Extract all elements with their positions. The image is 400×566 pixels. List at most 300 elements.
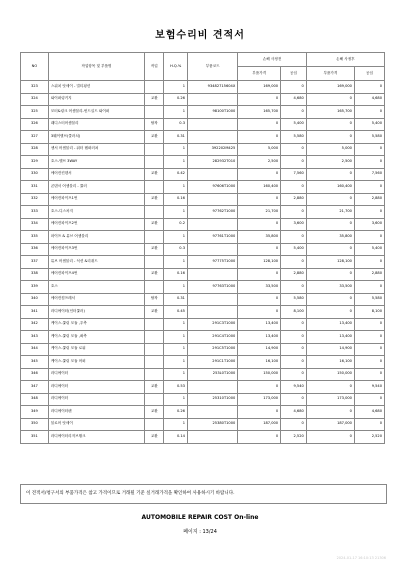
row-part-code: 97762T1000 (187, 206, 237, 219)
row-hq-value: 1 (164, 281, 188, 294)
row-parts-price-after: 0 (306, 243, 354, 256)
row-part-code: 97606T1000 (187, 181, 237, 194)
row-item-name: 에어컨컴프레서 (48, 293, 144, 306)
row-no: 336 (21, 243, 49, 256)
row-hq-value: 1 (164, 393, 188, 406)
row-parts-price-before: 0 (238, 381, 281, 394)
row-labor-after: 0 (354, 418, 384, 431)
row-labor-after: 0 (354, 356, 384, 369)
row-part-code (187, 131, 237, 144)
row-labor-before: 5,400 (281, 243, 307, 256)
row-item-name: 와이퍼링키지 (48, 93, 144, 106)
table-row (21, 181, 385, 194)
row-no: 337 (21, 256, 49, 269)
row-work-type: 교환 (145, 406, 164, 419)
row-parts-price-before: 160,400 (238, 181, 281, 194)
row-hq-value: 0.31 (164, 293, 188, 306)
row-part-code: 25310T1000 (187, 393, 237, 406)
row-labor-before: 0 (281, 181, 307, 194)
col-header-parts-price-before: 부품가격 (238, 67, 281, 81)
row-parts-price-after: 169,000 (306, 81, 354, 94)
row-labor-before: 2,880 (281, 193, 307, 206)
row-work-type (145, 143, 164, 156)
table-row (21, 281, 385, 294)
table-row (21, 206, 385, 219)
table-row (21, 318, 385, 331)
row-parts-price-before: 14,900 (238, 343, 281, 356)
row-part-code: 98100T1000 (187, 106, 237, 119)
table-row (21, 293, 385, 306)
row-part-code: 97775T1000 (187, 256, 237, 269)
disclaimer-notice: 이 견적서/청구서의 부품가격은 참고 가격이므로 거래될 기준 실거래가격을 확인하여 사용하시기 바랍니다. (20, 484, 387, 504)
row-hq-value: 0.53 (164, 381, 188, 394)
row-item-name: 케이스-쿨링 모듈 어퍼 (48, 356, 144, 369)
row-no: 350 (21, 418, 49, 431)
table-row (21, 131, 385, 144)
row-labor-after: 0 (354, 143, 384, 156)
row-labor-after: 5,400 (354, 118, 384, 131)
row-labor-after: 3,600 (354, 218, 384, 231)
row-parts-price-after: 5,000 (306, 143, 354, 156)
row-labor-after: 0 (354, 106, 384, 119)
row-parts-price-before: 165,700 (238, 106, 281, 119)
row-part-code: 291C1T1000 (187, 356, 237, 369)
row-hq-value: 1 (164, 181, 188, 194)
row-no: 348 (21, 393, 49, 406)
table-row (21, 256, 385, 269)
row-item-name: 에어컨컨덴서 (48, 168, 144, 181)
row-no: 344 (21, 343, 49, 356)
row-work-type: 교환 (145, 168, 164, 181)
col-header-parts-price-after: 부품가격 (306, 67, 354, 81)
row-hq-value: 0.3 (164, 243, 188, 256)
table-row (21, 381, 385, 394)
table-row (21, 431, 385, 444)
table-row (21, 243, 385, 256)
estimate-table (20, 52, 385, 444)
row-parts-price-before: 21,700 (238, 206, 281, 219)
row-no: 330 (21, 168, 49, 181)
row-parts-price-after: 0 (306, 93, 354, 106)
row-labor-before: 4,680 (281, 406, 307, 419)
row-no: 325 (21, 106, 49, 119)
table-row (21, 418, 385, 431)
row-hq-value: 1 (164, 331, 188, 344)
col-header-code: 부품코드 (187, 53, 237, 81)
row-parts-price-after: 13,400 (306, 331, 354, 344)
row-work-type (145, 156, 164, 169)
row-labor-before: 9,540 (281, 381, 307, 394)
row-parts-price-before: 173,000 (238, 393, 281, 406)
row-labor-after: 0 (354, 156, 384, 169)
row-work-type: 교환 (145, 193, 164, 206)
row-parts-price-before: 13,400 (238, 331, 281, 344)
row-parts-price-after: 187,000 (306, 418, 354, 431)
row-item-name: 케이스-쿨링 모듈 ,좌측 (48, 331, 144, 344)
row-no: 342 (21, 318, 49, 331)
row-parts-price-before: 0 (238, 268, 281, 281)
row-parts-price-before: 0 (238, 218, 281, 231)
row-part-code (187, 168, 237, 181)
row-work-type (145, 281, 164, 294)
row-labor-before: 0 (281, 368, 307, 381)
row-hq-value: 1 (164, 143, 188, 156)
row-parts-price-before: 35,800 (238, 231, 281, 244)
row-work-type (145, 106, 164, 119)
row-work-type: 탈착 (145, 118, 164, 131)
row-item-name: 호스-밸브 3WAY (48, 156, 144, 169)
document-title: 보험수리비 견적서 (155, 30, 245, 41)
table-row (21, 193, 385, 206)
row-work-type: 탈착 (145, 293, 164, 306)
row-labor-before: 0 (281, 356, 307, 369)
row-labor-after: 5,400 (354, 243, 384, 256)
row-parts-price-after: 0 (306, 168, 354, 181)
row-parts-price-after: 14,900 (306, 343, 354, 356)
row-labor-after: 5,580 (354, 131, 384, 144)
row-labor-after: 0 (354, 231, 384, 244)
row-labor-before: 0 (281, 106, 307, 119)
col-header-hqty: H.Q.% (164, 53, 188, 81)
row-parts-price-before: 0 (238, 193, 281, 206)
row-hq-value: 0.2 (164, 218, 188, 231)
row-labor-after: 8,100 (354, 306, 384, 319)
row-parts-price-after: 0 (306, 131, 354, 144)
table-body (21, 81, 385, 444)
row-labor-after: 0 (354, 318, 384, 331)
row-item-name: 콘덴서 어셈블리 - 쿨러 (48, 181, 144, 194)
row-item-name: 라디에이터(인터쿨러) (48, 306, 144, 319)
row-work-type: 교환 (145, 381, 164, 394)
row-parts-price-after: 0 (306, 218, 354, 231)
row-labor-before: 0 (281, 156, 307, 169)
col-header-work: 작업 (145, 53, 164, 81)
row-labor-before: 0 (281, 331, 307, 344)
row-part-code: 253L0T1000 (187, 368, 237, 381)
row-no: 324 (21, 93, 49, 106)
row-work-type: 교환 (145, 306, 164, 319)
row-part-code (187, 293, 237, 306)
row-labor-after: 0 (354, 343, 384, 356)
row-no: 327 (21, 131, 49, 144)
table-row (21, 218, 385, 231)
row-work-type: 교환 (145, 131, 164, 144)
row-parts-price-after: 165,700 (306, 106, 354, 119)
table-row (21, 93, 385, 106)
col-header-no: NO (21, 53, 49, 81)
row-labor-before: 0 (281, 418, 307, 431)
row-item-name: 래디스터어셈블리 (48, 118, 144, 131)
row-parts-price-before: 2,500 (238, 156, 281, 169)
row-hq-value: 0.14 (164, 431, 188, 444)
row-part-code (187, 431, 237, 444)
row-part-code: 291C3T1000 (187, 318, 237, 331)
row-item-name: 케이스-쿨링 모듈 ,우측 (48, 318, 144, 331)
row-labor-before: 4,680 (281, 93, 307, 106)
row-labor-after: 4,680 (354, 406, 384, 419)
row-part-code: 25380T1000 (187, 418, 237, 431)
row-no: 345 (21, 356, 49, 369)
row-work-type: 교환 (145, 218, 164, 231)
row-no: 341 (21, 306, 49, 319)
row-labor-before: 3,600 (281, 218, 307, 231)
row-parts-price-before: 169,000 (238, 81, 281, 94)
row-item-name: 호스-디스차지 (48, 206, 144, 219)
row-hq-value: 0.42 (164, 168, 188, 181)
table-row (21, 368, 385, 381)
row-hq-value: 1 (164, 356, 188, 369)
row-parts-price-before: 0 (238, 93, 281, 106)
col-header-after-adjust: 손해 사정후 (306, 53, 384, 67)
row-hq-value: 1 (164, 206, 188, 219)
row-hq-value: 1 (164, 106, 188, 119)
row-hq-value: 0.3 (164, 118, 188, 131)
row-hq-value: 1 (164, 256, 188, 269)
row-item-name: 파이프 & 튜브 어셈블리 (48, 231, 144, 244)
row-hq-value: 1 (164, 318, 188, 331)
row-parts-price-after: 0 (306, 193, 354, 206)
row-labor-after: 4,680 (354, 93, 384, 106)
col-header-labor-after: 공임 (354, 67, 384, 81)
row-parts-price-before: 0 (238, 168, 281, 181)
row-item-name: 에어컨파이프1번 (48, 193, 144, 206)
table-row (21, 331, 385, 344)
row-labor-before: 7,560 (281, 168, 307, 181)
row-part-code (187, 306, 237, 319)
row-part-code (187, 268, 237, 281)
table-row (21, 143, 385, 156)
row-parts-price-before: 150,000 (238, 368, 281, 381)
row-parts-price-before: 0 (238, 118, 281, 131)
row-parts-price-before: 0 (238, 293, 281, 306)
row-parts-price-after: 0 (306, 293, 354, 306)
row-item-name: 라디에이터리저브탱크 (48, 431, 144, 444)
row-labor-after: 0 (354, 281, 384, 294)
table-row (21, 81, 385, 94)
row-item-name: 센서 어셈블리 - 워터 템퍼러쳐 (48, 143, 144, 156)
row-no: 346 (21, 368, 49, 381)
row-hq-value: 0.26 (164, 93, 188, 106)
row-labor-before: 8,100 (281, 306, 307, 319)
row-item-name: 모터&링크 어셈블리-윈드실드 와이퍼 (48, 106, 144, 119)
row-no: 338 (21, 268, 49, 281)
row-no: 347 (21, 381, 49, 394)
page-number: 페이지 : 13/24 (183, 529, 217, 535)
table-row (21, 156, 385, 169)
row-part-code (187, 193, 237, 206)
row-labor-before: 0 (281, 81, 307, 94)
table-row (21, 406, 385, 419)
row-no: 328 (21, 143, 49, 156)
row-no: 340 (21, 293, 49, 306)
row-labor-before: 0 (281, 231, 307, 244)
row-hq-value: 0.31 (164, 131, 188, 144)
row-parts-price-after: 160,400 (306, 181, 354, 194)
row-item-name: 호스 (48, 281, 144, 294)
row-part-code: 97763T1000 (187, 281, 237, 294)
row-labor-after: 0 (354, 181, 384, 194)
row-part-code: 392202M425 (187, 143, 237, 156)
row-work-type: 교환 (145, 431, 164, 444)
row-parts-price-before: 0 (238, 431, 281, 444)
row-no: 349 (21, 406, 49, 419)
row-labor-after: 0 (354, 393, 384, 406)
footer-title: AUTOMOBILE REPAIR COST On-line (141, 514, 259, 521)
row-labor-after: 0 (354, 256, 384, 269)
row-part-code: 291C5T1000 (187, 343, 237, 356)
row-parts-price-before: 0 (238, 131, 281, 144)
row-work-type (145, 181, 164, 194)
row-part-code: 291C4T1000 (187, 331, 237, 344)
row-parts-price-after: 16,100 (306, 356, 354, 369)
row-item-name: 에어컨파이프3번 (48, 243, 144, 256)
row-hq-value: 0.45 (164, 306, 188, 319)
row-parts-price-after: 0 (306, 268, 354, 281)
row-labor-after: 2,880 (354, 193, 384, 206)
row-labor-after: 5,580 (354, 293, 384, 306)
row-labor-before: 0 (281, 393, 307, 406)
row-no: 343 (21, 331, 49, 344)
table-row (21, 231, 385, 244)
row-parts-price-after: 2,500 (306, 156, 354, 169)
row-no: 339 (21, 281, 49, 294)
table-header-row (21, 53, 385, 67)
row-no: 329 (21, 156, 49, 169)
col-header-before-adjust: 손해 사정전 (238, 53, 307, 67)
row-parts-price-after: 0 (306, 406, 354, 419)
row-labor-after: 0 (354, 368, 384, 381)
row-work-type (145, 231, 164, 244)
row-item-name: 에어컨파이프4번 (48, 268, 144, 281)
row-parts-price-before: 16,100 (238, 356, 281, 369)
row-parts-price-after: 173,000 (306, 393, 354, 406)
row-work-type (145, 81, 164, 94)
row-work-type: 교환 (145, 243, 164, 256)
row-parts-price-after: 35,800 (306, 231, 354, 244)
row-parts-price-before: 0 (238, 406, 281, 419)
row-no: 334 (21, 218, 49, 231)
row-part-code (187, 243, 237, 256)
row-labor-before: 5,400 (281, 118, 307, 131)
row-item-name: 스위치 앗세이 - 멀티펑션 (48, 81, 144, 94)
row-no: 331 (21, 181, 49, 194)
row-no: 335 (21, 231, 49, 244)
row-labor-before: 0 (281, 143, 307, 156)
row-labor-before: 2,880 (281, 268, 307, 281)
row-work-type: 교환 (145, 268, 164, 281)
row-labor-after: 7,560 (354, 168, 384, 181)
row-parts-price-before: 0 (238, 243, 281, 256)
row-work-type: 교환 (145, 93, 164, 106)
table-row (21, 393, 385, 406)
row-no: 332 (21, 193, 49, 206)
row-labor-before: 0 (281, 343, 307, 356)
row-part-code (187, 93, 237, 106)
row-parts-price-before: 187,000 (238, 418, 281, 431)
row-parts-price-after: 33,500 (306, 281, 354, 294)
table-row (21, 118, 385, 131)
table-row (21, 268, 385, 281)
row-no: 333 (21, 206, 49, 219)
col-header-labor-before: 공임 (281, 67, 307, 81)
row-item-name: 에어컨파이프2번 (48, 218, 144, 231)
row-item-name: 라디에이터팬 (48, 406, 144, 419)
table-row (21, 168, 385, 181)
row-parts-price-after: 0 (306, 431, 354, 444)
row-labor-before: 5,580 (281, 131, 307, 144)
row-parts-price-after: 13,400 (306, 318, 354, 331)
row-labor-after: 2,520 (354, 431, 384, 444)
row-work-type (145, 418, 164, 431)
row-labor-after: 9,540 (354, 381, 384, 394)
col-header-item: 작업항목 및 부품명 (48, 53, 144, 81)
row-hq-value: 1 (164, 418, 188, 431)
row-work-type (145, 331, 164, 344)
row-item-name: 블로어 앗세이 (48, 418, 144, 431)
row-part-code (187, 406, 237, 419)
row-parts-price-before: 0 (238, 306, 281, 319)
row-labor-after: 0 (354, 206, 384, 219)
row-part-code (187, 218, 237, 231)
row-labor-after: 0 (354, 331, 384, 344)
row-part-code: 282932T010 (187, 156, 237, 169)
row-labor-after: 0 (354, 81, 384, 94)
row-labor-before: 0 (281, 318, 307, 331)
row-work-type (145, 393, 164, 406)
row-work-type (145, 356, 164, 369)
row-no: 323 (21, 81, 49, 94)
row-item-name: 케이스-쿨링 모듈 로워 (48, 343, 144, 356)
row-item-name: 라디에이터 (48, 393, 144, 406)
row-labor-before: 2,520 (281, 431, 307, 444)
row-work-type (145, 206, 164, 219)
row-parts-price-after: 0 (306, 118, 354, 131)
row-parts-price-after: 21,700 (306, 206, 354, 219)
row-hq-value: 0.26 (164, 406, 188, 419)
row-labor-before: 5,580 (281, 293, 307, 306)
print-timestamp: 2024-01-17 16:10:13 21306 (336, 556, 386, 560)
row-no: 326 (21, 118, 49, 131)
row-item-name: 튜브 어셈블리 - 석션 &리퀴드 (48, 256, 144, 269)
row-labor-after: 2,880 (354, 268, 384, 281)
row-labor-before: 0 (281, 256, 307, 269)
row-parts-price-before: 5,000 (238, 143, 281, 156)
row-work-type (145, 343, 164, 356)
table-row (21, 106, 385, 119)
row-labor-before: 0 (281, 206, 307, 219)
row-hq-value: 0.16 (164, 268, 188, 281)
row-no: 351 (21, 431, 49, 444)
row-parts-price-after: 128,100 (306, 256, 354, 269)
row-parts-price-before: 13,400 (238, 318, 281, 331)
table-row (21, 343, 385, 356)
row-item-name: 라디에이터 (48, 381, 144, 394)
row-hq-value: 1 (164, 343, 188, 356)
table-row (21, 306, 385, 319)
row-work-type (145, 318, 164, 331)
row-parts-price-after: 0 (306, 381, 354, 394)
row-part-code: 97761T1000 (187, 231, 237, 244)
row-hq-value: 1 (164, 156, 188, 169)
table-row (21, 356, 385, 369)
row-parts-price-after: 0 (306, 306, 354, 319)
row-labor-before: 0 (281, 281, 307, 294)
row-hq-value: 1 (164, 368, 188, 381)
row-work-type (145, 368, 164, 381)
row-hq-value: 0.16 (164, 193, 188, 206)
row-hq-value: 1 (164, 81, 188, 94)
row-part-code (187, 118, 237, 131)
